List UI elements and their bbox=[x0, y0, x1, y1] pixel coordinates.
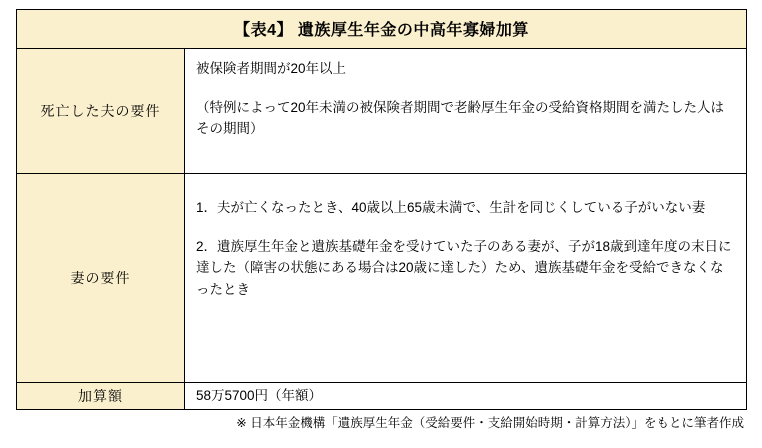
husband-requirement-line-2: （特例によって20年未満の被保険者期間で老齢厚生年金の受給資格期間を満たした人はその期間） bbox=[196, 99, 725, 137]
table-title-row bbox=[17, 10, 747, 49]
row-content-addition-amount: 58万5700円（年額） bbox=[185, 383, 747, 410]
source-footnote: ※ 日本年金機構「遺族厚生年金（受給要件・支給開始時期・計算方法）」をもとに筆者作成 bbox=[236, 416, 744, 430]
row-label-wife-requirements: 妻の要件 bbox=[17, 174, 185, 383]
table-row bbox=[17, 383, 747, 410]
table-row bbox=[17, 174, 747, 383]
wife-requirement-line-1: 1．夫が亡くなったとき、40歳以上65歳未満で、生計を同じくしている子がいない妻 bbox=[196, 200, 706, 215]
table-title: 【表4】 遺族厚生年金の中高年寡婦加算 bbox=[17, 10, 747, 49]
table-row bbox=[17, 49, 747, 174]
pension-table bbox=[16, 9, 747, 410]
row-content-husband-requirements bbox=[185, 49, 747, 174]
row-label-husband-requirements: 死亡した夫の要件 bbox=[17, 49, 185, 174]
row-label-addition-amount: 加算額 bbox=[17, 383, 185, 410]
wife-requirement-line-2: 2．遺族厚生年金と遺族基礎年金を受けていた子のある妻が、子が18歳到達年度の末日に達した（障害の状態にある場合は20歳に達した）ため、遺族基礎年金を受給できなくなったとき bbox=[196, 238, 732, 297]
husband-requirement-line-1: 被保険者期間が20年以上 bbox=[196, 61, 347, 76]
row-content-wife-requirements bbox=[185, 174, 747, 383]
